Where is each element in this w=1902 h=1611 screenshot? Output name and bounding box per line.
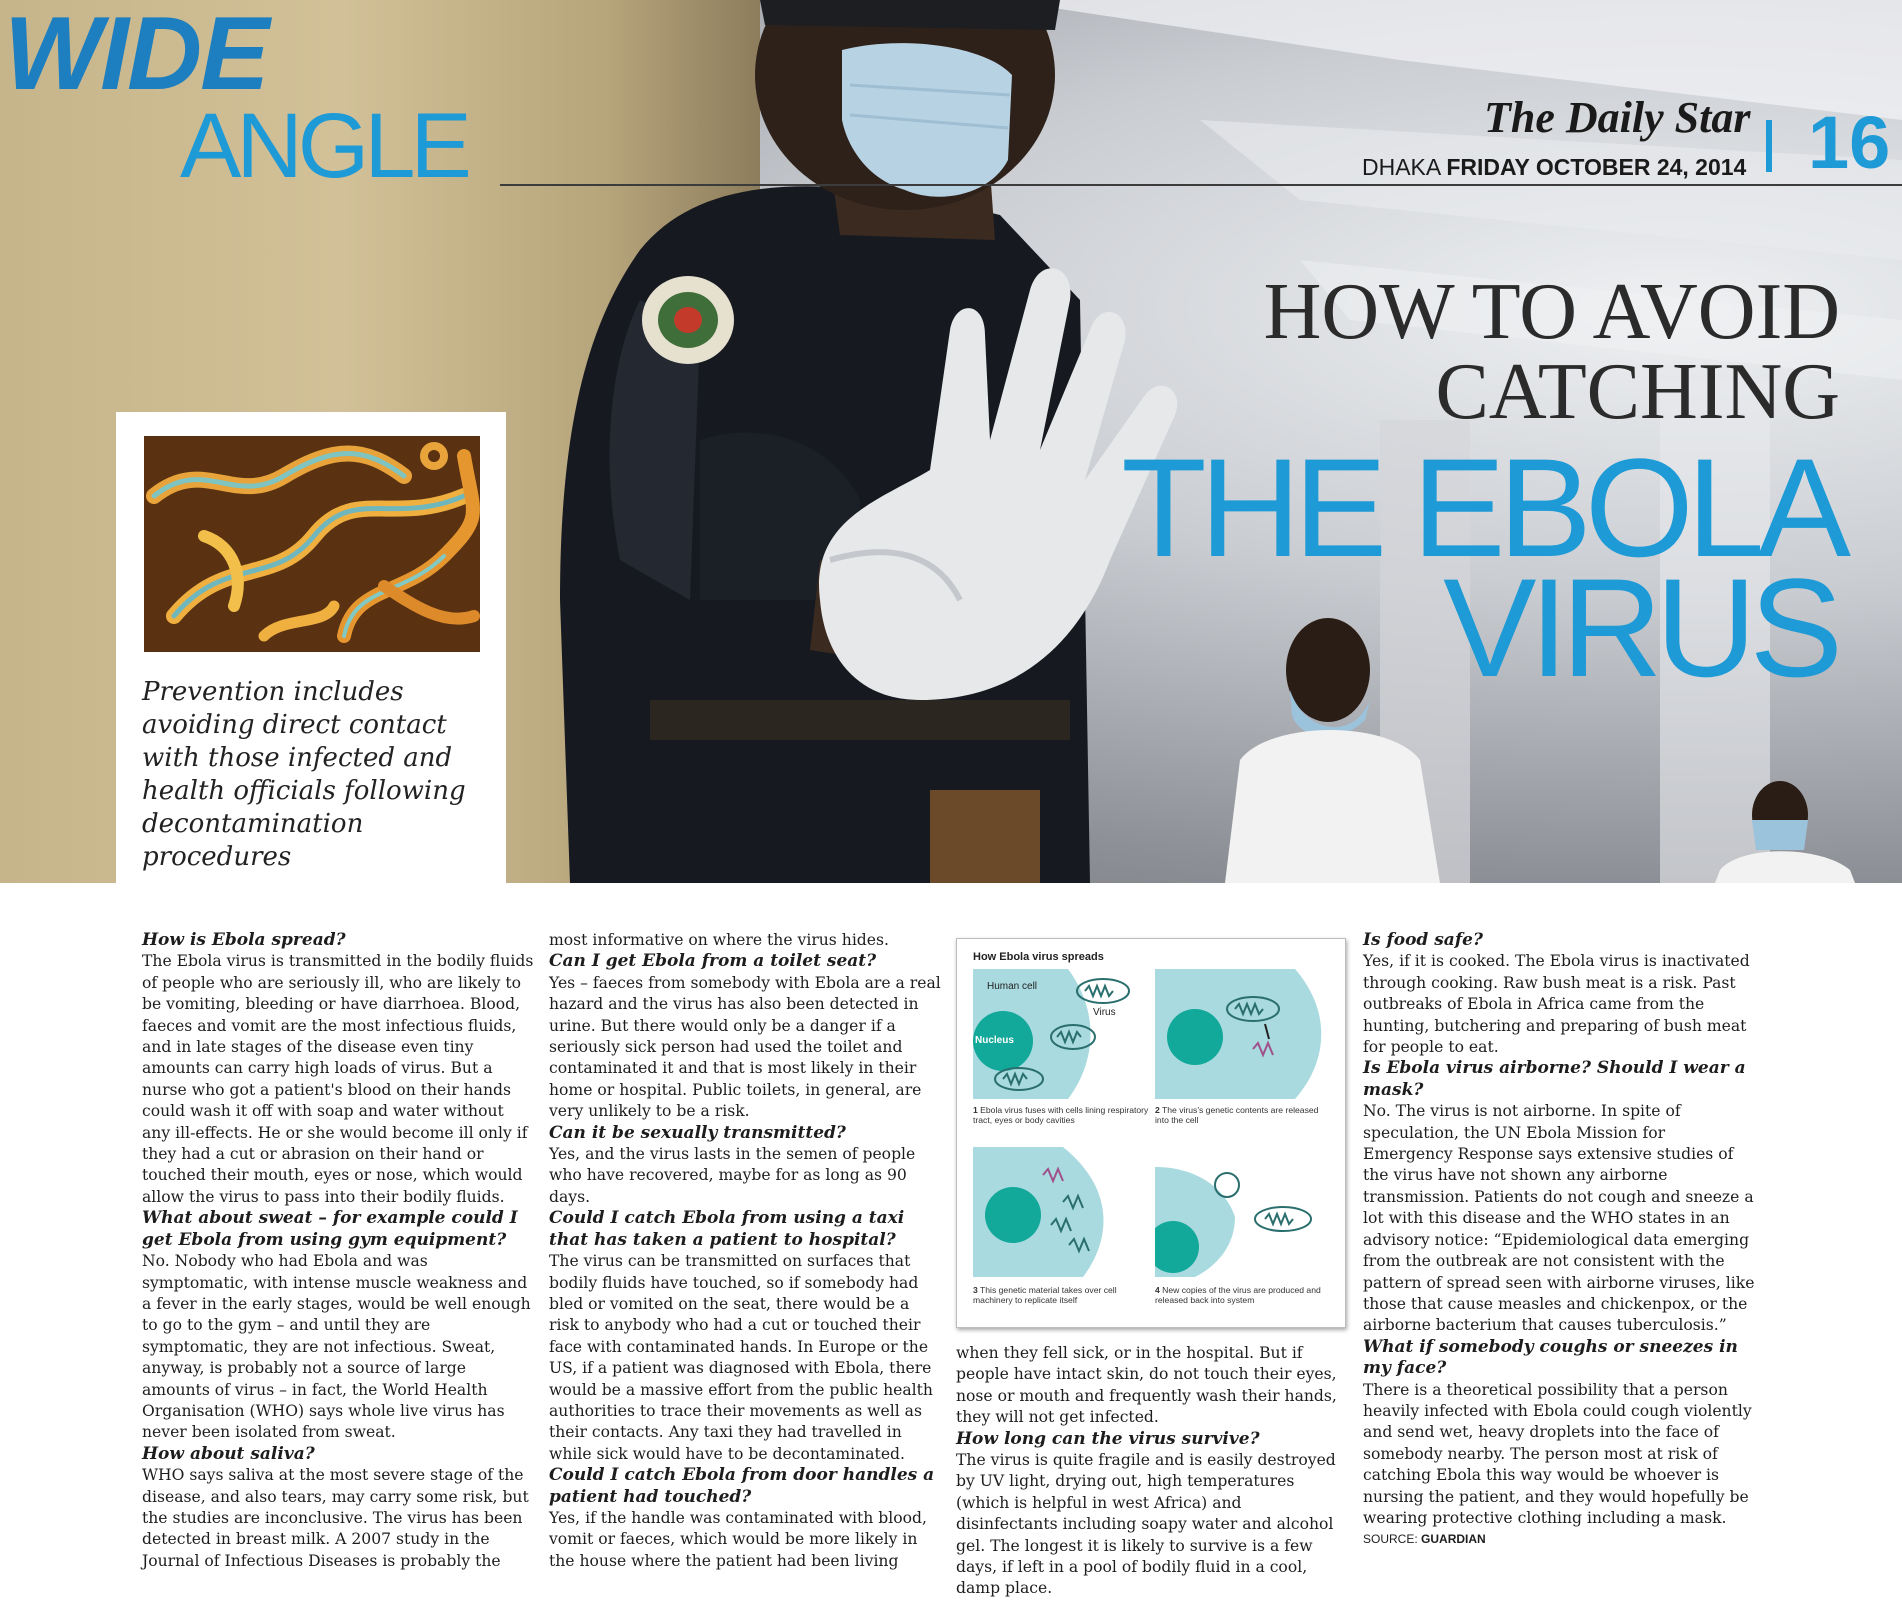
step-text: New copies of the virus are produced and released back into system	[1155, 1285, 1321, 1305]
step-number: 2	[1155, 1105, 1160, 1115]
article-column-4	[1363, 930, 1755, 1551]
ebola-spread-diagram	[956, 938, 1346, 1328]
label-virus: Virus	[1093, 1007, 1116, 1018]
source-credit	[1363, 1529, 1755, 1550]
diagram-step-1-caption	[973, 1105, 1149, 1125]
answer-paragraph: The virus can be transmitted on surfaces that bodily fluids have touched, so if somebody had bled or vomited on the seat, there would be a risk to anybody who had a cut or touched their face with contaminated hands. In Europe or the US, if a patient was diagnosed with Ebola, there would be a massive effort from the public health authorities to trace their movements as well as their contacts. Any taxi they had travelled in while sick would have to be decontaminated.	[549, 1252, 933, 1463]
dateline-date: FRIDAY OCTOBER 24, 2014	[1446, 154, 1747, 180]
inset-box	[116, 412, 506, 883]
question-heading: How long can the virus survive?	[956, 1428, 1260, 1449]
diagram-panel-1	[973, 969, 1143, 1099]
headline-line-4: VIRUS	[1443, 549, 1836, 706]
question-heading: How about saliva?	[142, 1443, 315, 1464]
answer-paragraph: when they fell sick, or in the hospital. But if people have intact skin, do not touch their eyes, nose or mouth and frequently wash their hands, they will not get infected.	[956, 1344, 1337, 1427]
answer-paragraph: most informative on where the virus hides.	[549, 931, 889, 949]
virus-micrograph-image	[144, 436, 480, 652]
masthead-rule	[500, 184, 1902, 186]
answer-paragraph: No. The virus is not airborne. In spite of speculation, the UN Ebola Mission for Emergency Response says extensive studies of the virus have not shown any airborne transmission. Patients do not cough and sneeze a lot with this disease and the WHO states in an advisory notice: “Epidemiological data emerging from the outbreak are not consistent with the pattern of spread seen with airborne viruses, like those that cause measles and chickenpox, or the airborne bacterium that causes tuberculosis.”	[1363, 1102, 1755, 1335]
step-text: This genetic material takes over cell machinery to replicate itself	[973, 1285, 1117, 1305]
page-number-divider	[1766, 120, 1772, 172]
answer-paragraph: There is a theoretical possibility that a person heavily infected with Ebola could cough violently and send wet, heavy droplets into the face of somebody nearby. The person most at risk of catching Ebola this way would be whoever is nursing the patient, and they would hopefully be wearing protective clothing including a mask.	[1363, 1380, 1752, 1527]
diagram-panel-3	[973, 1147, 1143, 1277]
headline-line-3: THE EBOLA	[1121, 429, 1844, 586]
page-number: 16	[1808, 101, 1891, 184]
step-number: 3	[973, 1285, 978, 1295]
section-title-angle: ANGLE	[180, 95, 467, 197]
step-number: 4	[1155, 1285, 1160, 1295]
step-number: 1	[973, 1105, 978, 1115]
newspaper-masthead: The Daily Star	[1484, 93, 1751, 142]
inset-caption: Prevention includes avoiding direct contact with those infected and health officials following decontamination procedures	[142, 677, 466, 872]
source-name: GUARDIAN	[1421, 1532, 1486, 1547]
diagram-title: How Ebola virus spreads	[973, 951, 1104, 963]
question-heading: What if somebody coughs or sneezes in my face?	[1363, 1336, 1738, 1379]
label-nucleus: Nucleus	[975, 1035, 1014, 1046]
answer-paragraph: The Ebola virus is transmitted in the bodily fluids of people who are seriously ill, who are likely to be vomiting, bleeding or have diarrhoea. Blood, faeces and vomit are the most infectious fluids, and in late stages of the disease even tiny amounts can carry high loads of virus. But a nurse who got a patient's blood on their hands could wash it off with soap and water without any ill-effects. He or she would become ill only if they had a cut or abrasion on their hand or touched their mouth, eyes or nose, which would allow the virus to pass into their bodily fluids.	[142, 952, 534, 1206]
question-heading: Can I get Ebola from a toilet seat?	[549, 951, 877, 972]
question-heading: Could I catch Ebola from using a taxi that has taken a patient to hospital?	[549, 1208, 905, 1250]
question-heading: Is Ebola virus airborne? Should I wear a mask?	[1363, 1058, 1746, 1100]
question-heading: How is Ebola spread?	[142, 930, 346, 950]
article-column-2	[549, 930, 941, 1572]
question-heading: Could I catch Ebola from door handles a patient had touched?	[549, 1465, 935, 1507]
answer-paragraph: Yes, and the virus lasts in the semen of people who have recovered, maybe for as long as 90 days.	[549, 1145, 916, 1206]
diagram-panel-4	[1155, 1147, 1325, 1277]
diagram-step-2-caption	[1155, 1105, 1331, 1125]
dateline	[1362, 154, 1746, 181]
answer-paragraph: No. Nobody who had Ebola and was symptomatic, with intense muscle weakness and a fever in the early stages, would be well enough to go to the gym – and until they are symptomatic, they are not infectious. Sweat, anyway, is probably not a source of large amounts of virus – in fact, the World Health Organisation (WHO) says whole live virus has never been isolated from sweat.	[142, 1252, 531, 1442]
diagram-step-4-caption	[1155, 1285, 1331, 1305]
headline-line-1: HOW TO AVOID	[1263, 268, 1840, 356]
answer-paragraph: The virus is quite fragile and is easily destroyed by UV light, drying out, high temperatures (which is helpful in west Africa) and disinfectants including soapy water and alcohol gel. The longest it is likely to survive is a few days, if left in a pool of bodily fluid in a cool, damp place.	[956, 1451, 1336, 1598]
article-column-1	[142, 930, 534, 1572]
answer-paragraph: Yes – faeces from somebody with Ebola are a real hazard and the virus has also been detected in urine. But there would only be a danger if a seriously sick person had used the toilet and contaminated it and that is most likely in their home or hospital. Public toilets, in general, are very unlikely to be a risk.	[549, 973, 941, 1121]
headline-line-2: CATCHING	[1435, 348, 1840, 436]
answer-paragraph: WHO says saliva at the most severe stage of the disease, and also tears, may carry some risk, but the studies are inconclusive. The virus has been detected in breast milk. A 2007 study in the Journal of Infectious Diseases is probably the	[142, 1466, 529, 1570]
label-human-cell: Human cell	[987, 981, 1038, 992]
step-text: The virus's genetic contents are released into the cell	[1155, 1105, 1319, 1125]
diagram-step-3-caption	[973, 1285, 1149, 1305]
dateline-city: DHAKA	[1362, 154, 1440, 180]
question-heading: Is food safe?	[1363, 930, 1483, 950]
answer-paragraph: Yes, if the handle was contaminated with blood, vomit or faeces, which would be more likely in the house where the patient had been living	[549, 1508, 927, 1570]
question-heading: Can it be sexually transmitted?	[549, 1122, 846, 1143]
section-title-wide: WIDE	[4, 0, 268, 112]
diagram-panel-2	[1155, 969, 1325, 1099]
answer-paragraph: Yes, if it is cooked. The Ebola virus is inactivated through cooking. Raw bush meat is a risk. Past outbreaks of Ebola in Africa came from the hunting, butchering and preparing of bush meat for people to eat.	[1363, 952, 1750, 1057]
question-heading: What about sweat – for example could I get Ebola from using gym equipment?	[142, 1208, 518, 1250]
step-text: Ebola virus fuses with cells lining respiratory tract, eyes or body cavities	[973, 1105, 1149, 1125]
source-label: SOURCE:	[1363, 1532, 1418, 1547]
article-column-3	[956, 1343, 1346, 1600]
